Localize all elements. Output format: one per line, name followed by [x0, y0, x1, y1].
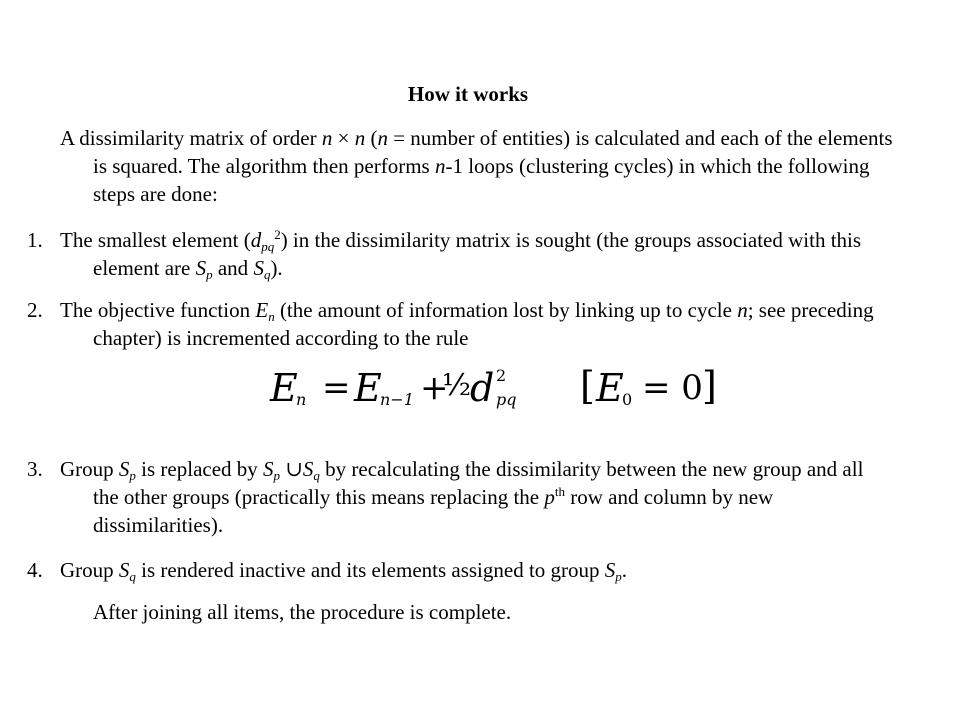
closing-paragraph: After joining all items, the procedure is complete. — [93, 600, 512, 624]
eq-plus: + — [420, 368, 449, 408]
var-S: S — [118, 457, 130, 481]
var-S: S — [263, 457, 274, 481]
var-n: n — [737, 298, 748, 322]
subscript-p: p — [129, 468, 136, 483]
superscript-th: th — [554, 484, 565, 499]
equation — [270, 366, 730, 416]
step-2: 2.The objective function $E_n$ (the amount of information lost by linking up to cycle n; see preceding chapter) is incremented according to the rule — [27, 298, 874, 350]
step-text: ) in the dissimilarity matrix is sought (the groups associated with this element are — [93, 228, 862, 280]
var-S: S — [302, 457, 314, 481]
subscript-n: n — [268, 309, 275, 324]
eq-bracket-right: ] — [702, 364, 717, 408]
eq-equals: = — [322, 368, 351, 408]
step-text: and — [212, 256, 254, 280]
step-text: ; see preceding chapter) is incremented according to the rule — [93, 298, 874, 350]
superscript-2: 2 — [274, 227, 281, 242]
var-n: n — [434, 154, 446, 178]
step-text: Group — [60, 558, 119, 582]
eq-subscript-0: 0 — [622, 390, 633, 409]
step-text: ). — [270, 256, 283, 280]
step-1: 1.The smallest element $(d_{pq}^2)$ in the dissimilarity matrix is sought (the groups associated with this element are $S_p$ and $S_q$). — [27, 227, 862, 282]
subscript-pq: pq — [261, 239, 275, 254]
step-text: The objective function — [60, 298, 256, 322]
var-S: S — [118, 558, 130, 582]
eq-E0: E — [596, 366, 624, 410]
eq-bracket-left: [ — [580, 364, 595, 408]
eq-E: E — [270, 366, 298, 410]
eq-subscript-pq: pq — [496, 390, 517, 409]
eq-subscript-n: n — [296, 390, 307, 409]
subscript-q: q — [313, 468, 320, 483]
var-S: S — [195, 256, 207, 280]
intro-text: A dissimilarity matrix of order — [60, 126, 322, 150]
var-p: p — [544, 485, 555, 509]
eq-E: E — [354, 366, 382, 410]
step-text: . — [621, 558, 628, 582]
var-E: E — [255, 298, 269, 322]
step-4: 4.Group $S_q$ is rendered inactive and its elements assigned to group $S_p$. — [27, 558, 628, 584]
subscript-p: p — [615, 569, 622, 584]
step-text: Group — [60, 457, 119, 481]
eq-half: ½ — [442, 368, 472, 403]
subscript-p: p — [273, 468, 281, 483]
step-text: row and column by new dissimilarities). — [93, 485, 774, 537]
subscript-p: p — [206, 267, 213, 282]
var-n: n — [354, 126, 366, 150]
step-text: is rendered inactive and its elements assigned to group — [135, 558, 605, 582]
subscript-q: q — [263, 267, 271, 282]
intro-paragraph — [60, 124, 893, 208]
step-3: 3.Group $S_p$ is replaced by $S_p$ $\cup S_q$ by recalculating the dissimilarity between the new group and all the other groups (practically this means replacing the $p^{th}$ row and column by new dissimilarities). — [27, 457, 864, 537]
var-d: d — [250, 228, 262, 252]
eq-equals-zero: = 0 — [642, 368, 703, 408]
intro-text: ( — [365, 126, 378, 150]
step-text: by recalculating the dissimilarity between the new group and all the other groups (practically this means replacing the — [93, 457, 864, 509]
subscript-q: q — [129, 569, 136, 584]
eq-subscript-n-1: n−1 — [380, 390, 414, 409]
step-text: The smallest element ( — [60, 228, 251, 252]
slide-title: How it works — [407, 82, 529, 106]
times-symbol: × — [332, 126, 355, 150]
intro-text: -1 loops (clustering cycles) in which the following steps are done: — [93, 154, 870, 206]
step-text: is replaced by — [135, 457, 264, 481]
intro-text: = number of entities) is calculated and each of the elements is squared. The algorithm then performs — [93, 126, 893, 178]
eq-d: d — [470, 366, 495, 410]
var-n: n — [321, 126, 333, 150]
var-S: S — [253, 256, 264, 280]
var-S: S — [604, 558, 616, 582]
var-n: n — [377, 126, 388, 150]
eq-superscript-2: 2 — [496, 366, 507, 385]
step-text: (the amount of information lost by linking up to cycle — [274, 298, 738, 322]
union-symbol: ∪ — [280, 457, 303, 481]
